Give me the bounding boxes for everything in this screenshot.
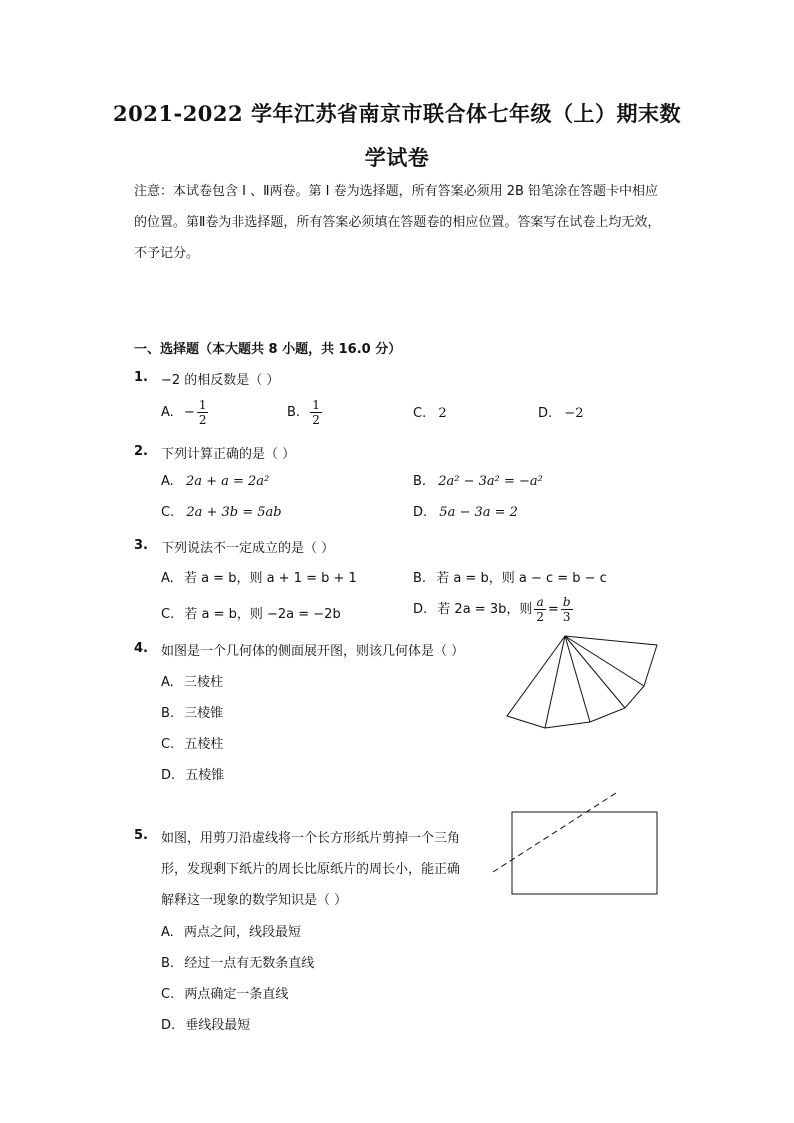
option-value: 2a² − 3a² = −a² (438, 474, 543, 489)
option-text: 两点之间，线段最短 (183, 925, 301, 940)
option-a (161, 567, 357, 586)
option-text: 五棱柱 (184, 737, 224, 752)
question-number: 2. (134, 444, 148, 459)
option-label: C. (413, 406, 427, 421)
option-prefix: 若 2a = 3b，则 (437, 602, 533, 617)
option-label: C. (161, 987, 175, 1002)
exam-note: 注意：本试卷包含 Ⅰ 、Ⅱ两卷。第 Ⅰ 卷为选择题，所有答案必须用 2B 铅笔涂在答题卡中相应的位置。第Ⅱ卷为非选择题，所有答案必须填在答题卷的相应位置。答案写在试卷上均无效，不予记分。 (134, 184, 661, 261)
denominator: 2 (198, 413, 207, 427)
exam-title-line1: 2021-2022 学年江苏省南京市联合体七年级（上）期末数 (113, 101, 681, 126)
equals-sign: = (548, 602, 559, 617)
option-text: 三棱锥 (184, 706, 224, 721)
option-label: A. (161, 571, 174, 586)
option-label: B. (287, 405, 301, 420)
question-text: 如图是一个几何体的侧面展开图，则该几何体是（ ） (161, 644, 465, 659)
option-d (413, 595, 575, 624)
option-label: C. (161, 505, 175, 520)
option-c (161, 733, 223, 752)
question-text: 下列说法不一定成立的是（ ） (161, 541, 335, 556)
option-text: 五棱锥 (185, 768, 225, 783)
question-text-line: 如图，用剪刀沿虚线将一个长方形纸片剪掉一个三角 (161, 831, 461, 846)
option-a (161, 671, 223, 690)
option-label: A. (161, 675, 174, 690)
option-value: 2a + a = 2a² (185, 474, 270, 489)
option-value: 2 (438, 406, 447, 421)
option-d (413, 505, 518, 520)
denominator: 2 (536, 610, 544, 624)
paper-rectangle (512, 812, 657, 894)
option-b (287, 398, 324, 427)
option-c (161, 505, 282, 520)
option-c (161, 603, 341, 622)
exam-title-line2: 学试卷 (364, 145, 430, 170)
question-number: 5. (134, 828, 148, 843)
numerator: b (562, 595, 571, 609)
numerator: 1 (312, 398, 320, 412)
option-c (413, 406, 447, 421)
option-label: D. (538, 406, 553, 421)
option-label: D. (413, 505, 428, 520)
option-label: D. (161, 768, 176, 783)
numerator: a (534, 595, 546, 610)
option-b (413, 567, 607, 586)
option-label: C. (161, 737, 175, 752)
option-value: 若 a = b，则 −2a = −2b (184, 607, 341, 622)
question-text: −2 的相反数是（ ） (161, 373, 280, 388)
option-label: C. (161, 607, 175, 622)
denominator: 3 (562, 610, 571, 624)
option-text: 垂线段最短 (185, 1018, 251, 1033)
option-value: 5a − 3a = 2 (439, 505, 518, 520)
option-label: B. (161, 706, 175, 721)
option-value: 若 a = b，则 a + 1 = b + 1 (183, 571, 357, 586)
option-d (538, 406, 583, 421)
fraction (197, 398, 209, 427)
question-number: 4. (134, 641, 148, 656)
question-number: 1. (134, 370, 148, 385)
option-b (161, 702, 223, 721)
option-a (161, 474, 269, 489)
option-value: 若 a = b，则 a − c = b − c (436, 571, 607, 586)
option-label: A. (161, 925, 174, 940)
option-text: 经过一点有无数条直线 (184, 956, 315, 971)
option-value: 2a + 3b = 5ab (186, 505, 282, 520)
rectangle-cut-figure (488, 788, 663, 900)
option-a (161, 921, 301, 940)
question-text-line: 解释这一现象的数学知识是（ ） (161, 893, 348, 908)
option-b (161, 952, 314, 971)
pyramid-net-figure (500, 628, 665, 738)
option-c (161, 983, 288, 1002)
denominator: 2 (312, 413, 320, 427)
dashed-cut-line (493, 793, 616, 872)
question-number: 3. (134, 538, 148, 553)
option-d (161, 764, 224, 783)
option-sign: − (183, 405, 195, 420)
option-text: 两点确定一条直线 (184, 987, 289, 1002)
fan-edge (565, 636, 625, 708)
option-label: A. (161, 405, 174, 420)
option-text: 三棱柱 (183, 675, 223, 690)
option-b (413, 474, 543, 489)
option-label: B. (413, 571, 427, 586)
question-text-line: 形，发现剩下纸片的周长比原纸片的周长小，能正确 (161, 862, 461, 877)
option-label: B. (413, 474, 427, 489)
option-label: A. (161, 474, 174, 489)
option-a (161, 398, 210, 427)
option-value: −2 (564, 406, 584, 421)
numerator: 1 (198, 398, 207, 412)
option-label: D. (161, 1018, 176, 1033)
section-title: 一、选择题（本大题共 8 小题，共 16.0 分） (134, 342, 402, 357)
fan-outline (507, 636, 657, 728)
question-text: 下列计算正确的是（ ） (161, 447, 296, 462)
fraction (561, 595, 573, 624)
option-d (161, 1014, 250, 1033)
fraction (534, 595, 546, 624)
option-label: B. (161, 956, 175, 971)
option-label: D. (413, 602, 428, 617)
fraction (310, 398, 322, 427)
